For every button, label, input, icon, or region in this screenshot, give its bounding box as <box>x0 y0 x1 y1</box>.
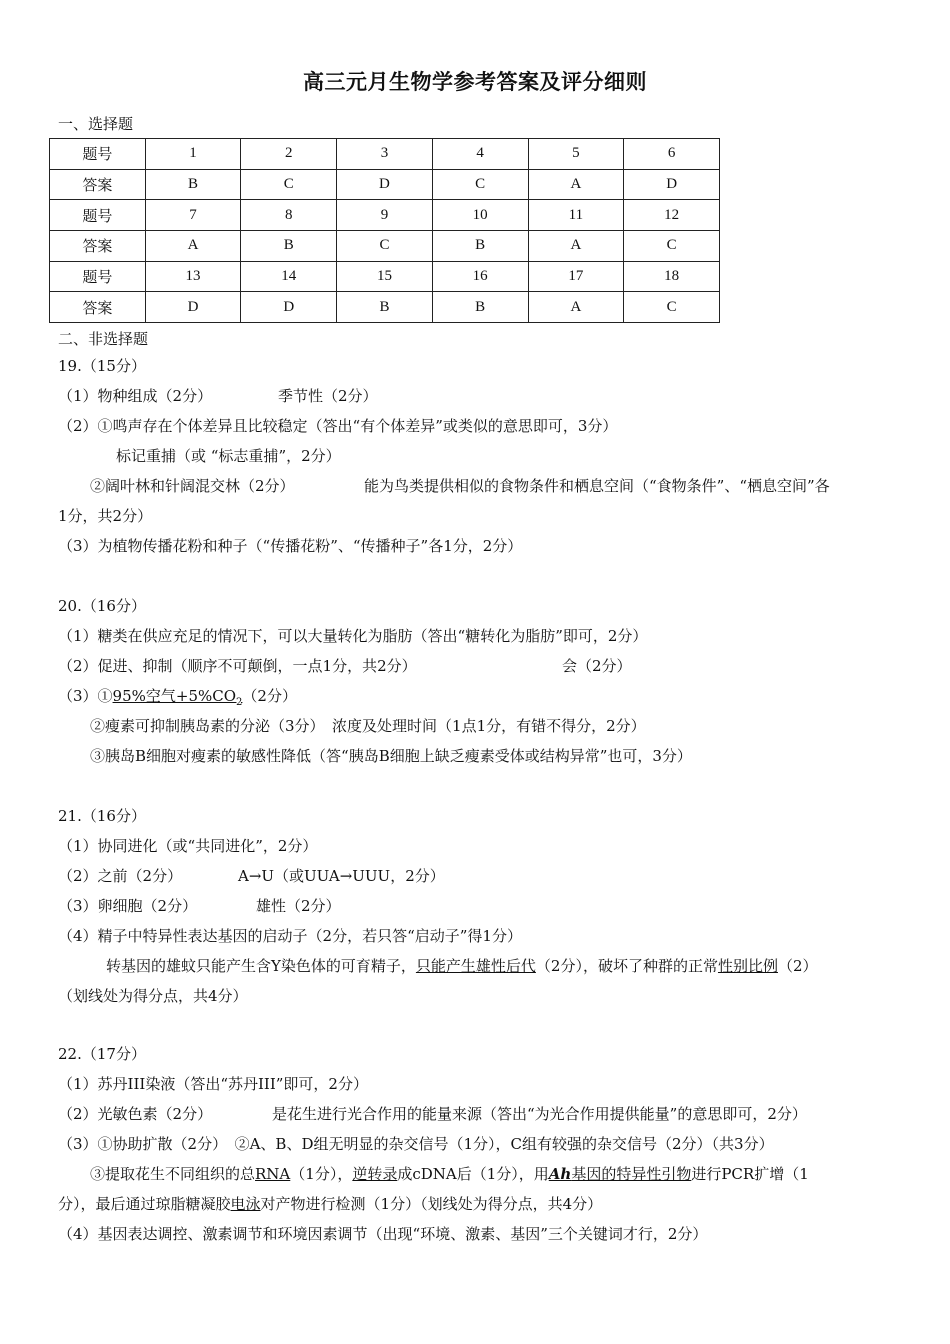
q22-scoring-electrophoresis: 电泳 <box>230 1195 261 1213</box>
table-row-label: 答案 <box>50 169 146 200</box>
table-cell: 11 <box>528 200 624 231</box>
table-cell: 15 <box>337 261 433 292</box>
q22-line-6: （4）基因表达调控、激素调节和环境因素调节（出现“环境、激素、基因”三个关键词才行，2分） <box>58 1225 708 1243</box>
q20-line-2a: （2）促进、抑制（顺序不可颠倒，一点1分，共2分） <box>58 657 417 675</box>
q22-line-2b: 是花生进行光合作用的能量来源（答出“为光合作用提供能量”的意思即可，2分） <box>272 1105 807 1123</box>
table-cell: C <box>432 169 528 200</box>
table-cell: 2 <box>241 139 337 170</box>
q22-line-3: （3）①协助扩散（2分） ②A、B、D组无明显的杂交信号（1分），C组有较强的杂交信号（2分）（共3分） <box>58 1135 774 1153</box>
table-row <box>50 261 720 292</box>
q21-line-2b: A→U（或UUA→UUU，2分） <box>238 867 445 885</box>
q20-gas-mixture: 95%空气$+5\%CO_2$ <box>112 687 243 708</box>
table-cell: 6 <box>624 139 720 170</box>
q19-line-1a: （1）物种组成（2分） <box>58 387 213 405</box>
table-cell: A <box>528 292 624 323</box>
table-cell: 9 <box>337 200 433 231</box>
table-cell: 13 <box>145 261 241 292</box>
table-cell: D <box>337 169 433 200</box>
q19-heading: 19.（15分） <box>58 357 146 375</box>
table-cell: A <box>528 231 624 262</box>
table-cell: 14 <box>241 261 337 292</box>
q21-line-2a: （2）之前（2分） <box>58 867 183 885</box>
q22-heading: 22.（17分） <box>58 1045 146 1063</box>
table-cell: 17 <box>528 261 624 292</box>
page-title: 高三元月生物学参考答案及评分细则 <box>303 69 647 94</box>
table-cell: 16 <box>432 261 528 292</box>
q21-line-5: 转基因的雄蚊只能产生含Y染色体的可育精子，只能产生雄性后代（2分），破坏了种群的正常性别比例（2） <box>106 957 818 975</box>
table-cell: D <box>624 169 720 200</box>
answer-table <box>49 138 720 323</box>
table-cell: 3 <box>337 139 433 170</box>
table-cell: B <box>337 292 433 323</box>
table-row <box>50 169 720 200</box>
table-cell: A <box>145 231 241 262</box>
table-cell: 10 <box>432 200 528 231</box>
q21-heading: 21.（16分） <box>58 807 146 825</box>
table-cell: C <box>624 292 720 323</box>
table-cell: 7 <box>145 200 241 231</box>
q19-line-1b: 季节性（2分） <box>278 387 378 405</box>
table-cell: B <box>432 292 528 323</box>
q20-line-4: ②瘦素可抑制胰岛素的分泌（3分） 浓度及处理时间（1点1分，有错不得分，2分） <box>90 717 646 735</box>
q19-line-6: （3）为植物传播花粉和种子（“传播花粉”、“传播种子”各1分，2分） <box>58 537 523 555</box>
section-heading-nonchoice: 二、非选择题 <box>58 330 149 348</box>
table-cell: 12 <box>624 200 720 231</box>
q20-heading: 20.（16分） <box>58 597 146 615</box>
table-cell: 18 <box>624 261 720 292</box>
q21-scoring-point-2: 性别比例 <box>717 957 778 975</box>
table-row <box>50 292 720 323</box>
table-row-label: 答案 <box>50 231 146 262</box>
table-cell: A <box>528 169 624 200</box>
q20-line-3 <box>58 686 297 713</box>
q20-line-5: ③胰岛B细胞对瘦素的敏感性降低（答“胰岛B细胞上缺乏瘦素受体或结构异常”也可，3分） <box>90 747 692 765</box>
q22-line-1: （1）苏丹III染液（答出“苏丹III”即可，2分） <box>58 1075 368 1093</box>
q21-line-6: （划线处为得分点，共4分） <box>58 987 248 1005</box>
q21-line-4: （4）精子中特异性表达基因的启动子（2分，若只答“启动子”得1分） <box>58 927 522 945</box>
table-row <box>50 231 720 262</box>
q19-line-4a: ②阔叶林和针阔混交林（2分） <box>90 477 295 495</box>
q20-line-3b: （2分） <box>242 687 297 705</box>
q21-line-1: （1）协同进化（或“共同进化”，2分） <box>58 837 318 855</box>
q19-line-5: 1分，共2分） <box>58 507 153 525</box>
q19-line-3: 标记重捕（或 “标志重捕”，2分） <box>116 447 341 465</box>
q22-gene-name: Ah <box>548 1165 572 1183</box>
q22-scoring-reverse-transcription: 逆转录 <box>352 1165 398 1183</box>
q19-line-4b: 能为鸟类提供相似的食物条件和栖息空间（“食物条件”、“栖息空间”各 <box>364 477 830 495</box>
table-row-label: 题号 <box>50 200 146 231</box>
table-cell: D <box>241 292 337 323</box>
table-cell: 4 <box>432 139 528 170</box>
table-row <box>50 200 720 231</box>
table-cell: B <box>241 231 337 262</box>
table-row-label: 题号 <box>50 261 146 292</box>
q20-line-2b: 会（2分） <box>562 657 632 675</box>
table-cell: 1 <box>145 139 241 170</box>
q20-line-1: （1）糖类在供应充足的情况下，可以大量转化为脂肪（答出“糖转化为脂肪”即可，2分） <box>58 627 648 645</box>
q21-line-3a: （3）卵细胞（2分） <box>58 897 198 915</box>
q21-scoring-point-1: 只能产生雄性后代 <box>415 957 536 975</box>
table-cell: C <box>241 169 337 200</box>
table-cell: B <box>432 231 528 262</box>
q22-scoring-rna: RNA <box>255 1165 291 1183</box>
section-heading-choice: 一、选择题 <box>58 115 134 133</box>
q22-line-2a: （2）光敏色素（2分） <box>58 1105 213 1123</box>
q21-line-3b: 雄性（2分） <box>256 897 341 915</box>
table-cell: B <box>145 169 241 200</box>
table-cell: C <box>337 231 433 262</box>
q22-scoring-primer: 基因的特异性引物 <box>571 1165 692 1183</box>
table-cell: C <box>624 231 720 262</box>
table-cell: D <box>145 292 241 323</box>
table-row-label: 答案 <box>50 292 146 323</box>
q22-line-5: 分），最后通过琼脂糖凝胶电泳对产物进行检测（1分）（划线处为得分点，共4分） <box>58 1195 603 1213</box>
table-row-label: 题号 <box>50 139 146 170</box>
table-row <box>50 139 720 170</box>
table-cell: 8 <box>241 200 337 231</box>
q20-line-3a: （3）① <box>58 687 113 705</box>
q19-line-2: （2）①鸣声存在个体差异且比较稳定（答出“有个体差异”或类似的意思即可，3分） <box>58 417 618 435</box>
q22-line-4: ③提取花生不同组织的总RNA（1分），逆转录成cDNA后（1分），用Ah基因的特异性引物进行PCR扩增（1 <box>90 1165 809 1183</box>
table-cell: 5 <box>528 139 624 170</box>
